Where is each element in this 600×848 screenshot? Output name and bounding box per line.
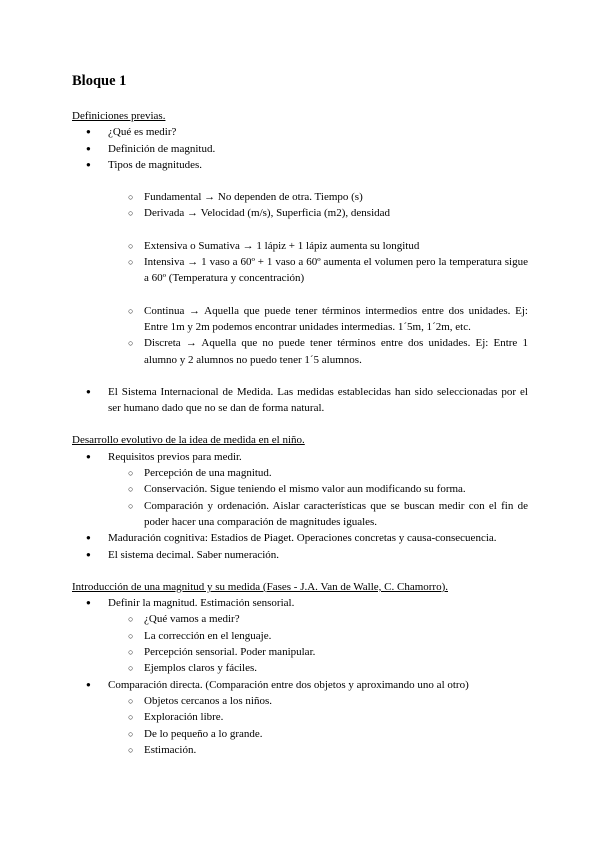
list-item: ● El sistema decimal. Saber numeración.: [72, 547, 528, 563]
comparacion-sublist: [108, 693, 528, 758]
list-item: ● ¿Qué es medir?: [72, 124, 528, 140]
list-item-text: Requisitos previos para medir.: [108, 450, 242, 463]
sub-list-item: ○ Percepción sensorial. Poder manipular.: [108, 644, 528, 660]
sub-list-item: ○ Continua → Aquella que puede tener términos intermedios entre dos unidades. Ej: Entre 1m y 2m podemos encontrar unidades intermedias. 1´5m, 1´2m, etc.: [72, 303, 528, 336]
list-item-text: Definir la magnitud. Estimación sensorial.: [108, 597, 295, 610]
sub-list-item: ○ Derivada → Velocidad (m/s), Superficia (m2), densidad: [72, 205, 528, 221]
desarrollo-list: [72, 449, 528, 563]
sub-list-item: ○ Extensiva o Sumativa → 1 lápiz + 1 lápiz aumenta su longitud: [72, 238, 528, 254]
sub-list-item: ○ ¿Qué vamos a medir?: [108, 611, 528, 627]
definiciones-list: [72, 124, 528, 173]
document-page: [72, 71, 528, 758]
list-item-text: Comparación directa. (Comparación entre dos objetos y aproximando uno al otro): [108, 678, 469, 691]
tipos-magnitudes-list: [72, 189, 528, 222]
section-heading-definiciones: Definiciones previas.: [72, 110, 166, 122]
list-item: ● Tipos de magnitudes.: [72, 157, 528, 173]
list-item: ● Maduración cognitiva: Estadios de Piaget. Operaciones concretas y causa-consecuencia.: [72, 530, 528, 546]
section-heading-introduccion: Introducción de una magnitud y su medida (Fases - J.A. Van de Walle, C. Chamorro).: [72, 580, 448, 593]
section-heading-desarrollo: Desarrollo evolutivo de la idea de medida en el niño.: [72, 434, 305, 447]
sub-list-item: ○ Exploración libre.: [108, 709, 528, 725]
introduccion-list: [72, 595, 528, 758]
list-item: [72, 595, 528, 676]
sub-list-item: ○ Comparación y ordenación. Aislar características que se buscan medir con el fin de poder hacer una comparación de magnitudes iguales.: [108, 498, 528, 531]
sub-list-item: ○ Objetos cercanos a los niños.: [108, 693, 528, 709]
page-title: Bloque 1: [72, 73, 127, 89]
sistema-internacional-list: [72, 384, 528, 417]
tipos-magnitudes-list: [72, 303, 528, 368]
definir-sublist: [108, 611, 528, 676]
sub-list-item: ○ Estimación.: [108, 742, 528, 758]
sub-list-item: ○ Conservación. Sigue teniendo el mismo valor aun modificando su forma.: [108, 481, 528, 497]
sub-list-item: ○ Percepción de una magnitud.: [108, 465, 528, 481]
tipos-magnitudes-list: [72, 238, 528, 287]
sub-list-item: ○ La corrección en el lenguaje.: [108, 628, 528, 644]
list-item: [72, 677, 528, 758]
sub-list-item: ○ Intensiva → 1 vaso a 60º + 1 vaso a 60º aumenta el volumen pero la temperatura sigue a 60º (Temperatura y concentración): [72, 254, 528, 287]
list-item: ● El Sistema Internacional de Medida. Las medidas establecidas han sido seleccionadas por el ser humano dado que no se dan de forma natural.: [72, 384, 528, 417]
list-item: [72, 449, 528, 530]
requisitos-sublist: [108, 465, 528, 530]
sub-list-item: ○ Fundamental → No dependen de otra. Tiempo (s): [72, 189, 528, 205]
sub-list-item: ○ Discreta → Aquella que no puede tener términos entre dos unidades. Ej: Entre 1 alumno y 2 alumnos no puedo tener 1´5 alumnos.: [72, 335, 528, 368]
list-item: ● Definición de magnitud.: [72, 141, 528, 157]
sub-list-item: ○ De lo pequeño a lo grande.: [108, 726, 528, 742]
sub-list-item: ○ Ejemplos claros y fáciles.: [108, 660, 528, 676]
